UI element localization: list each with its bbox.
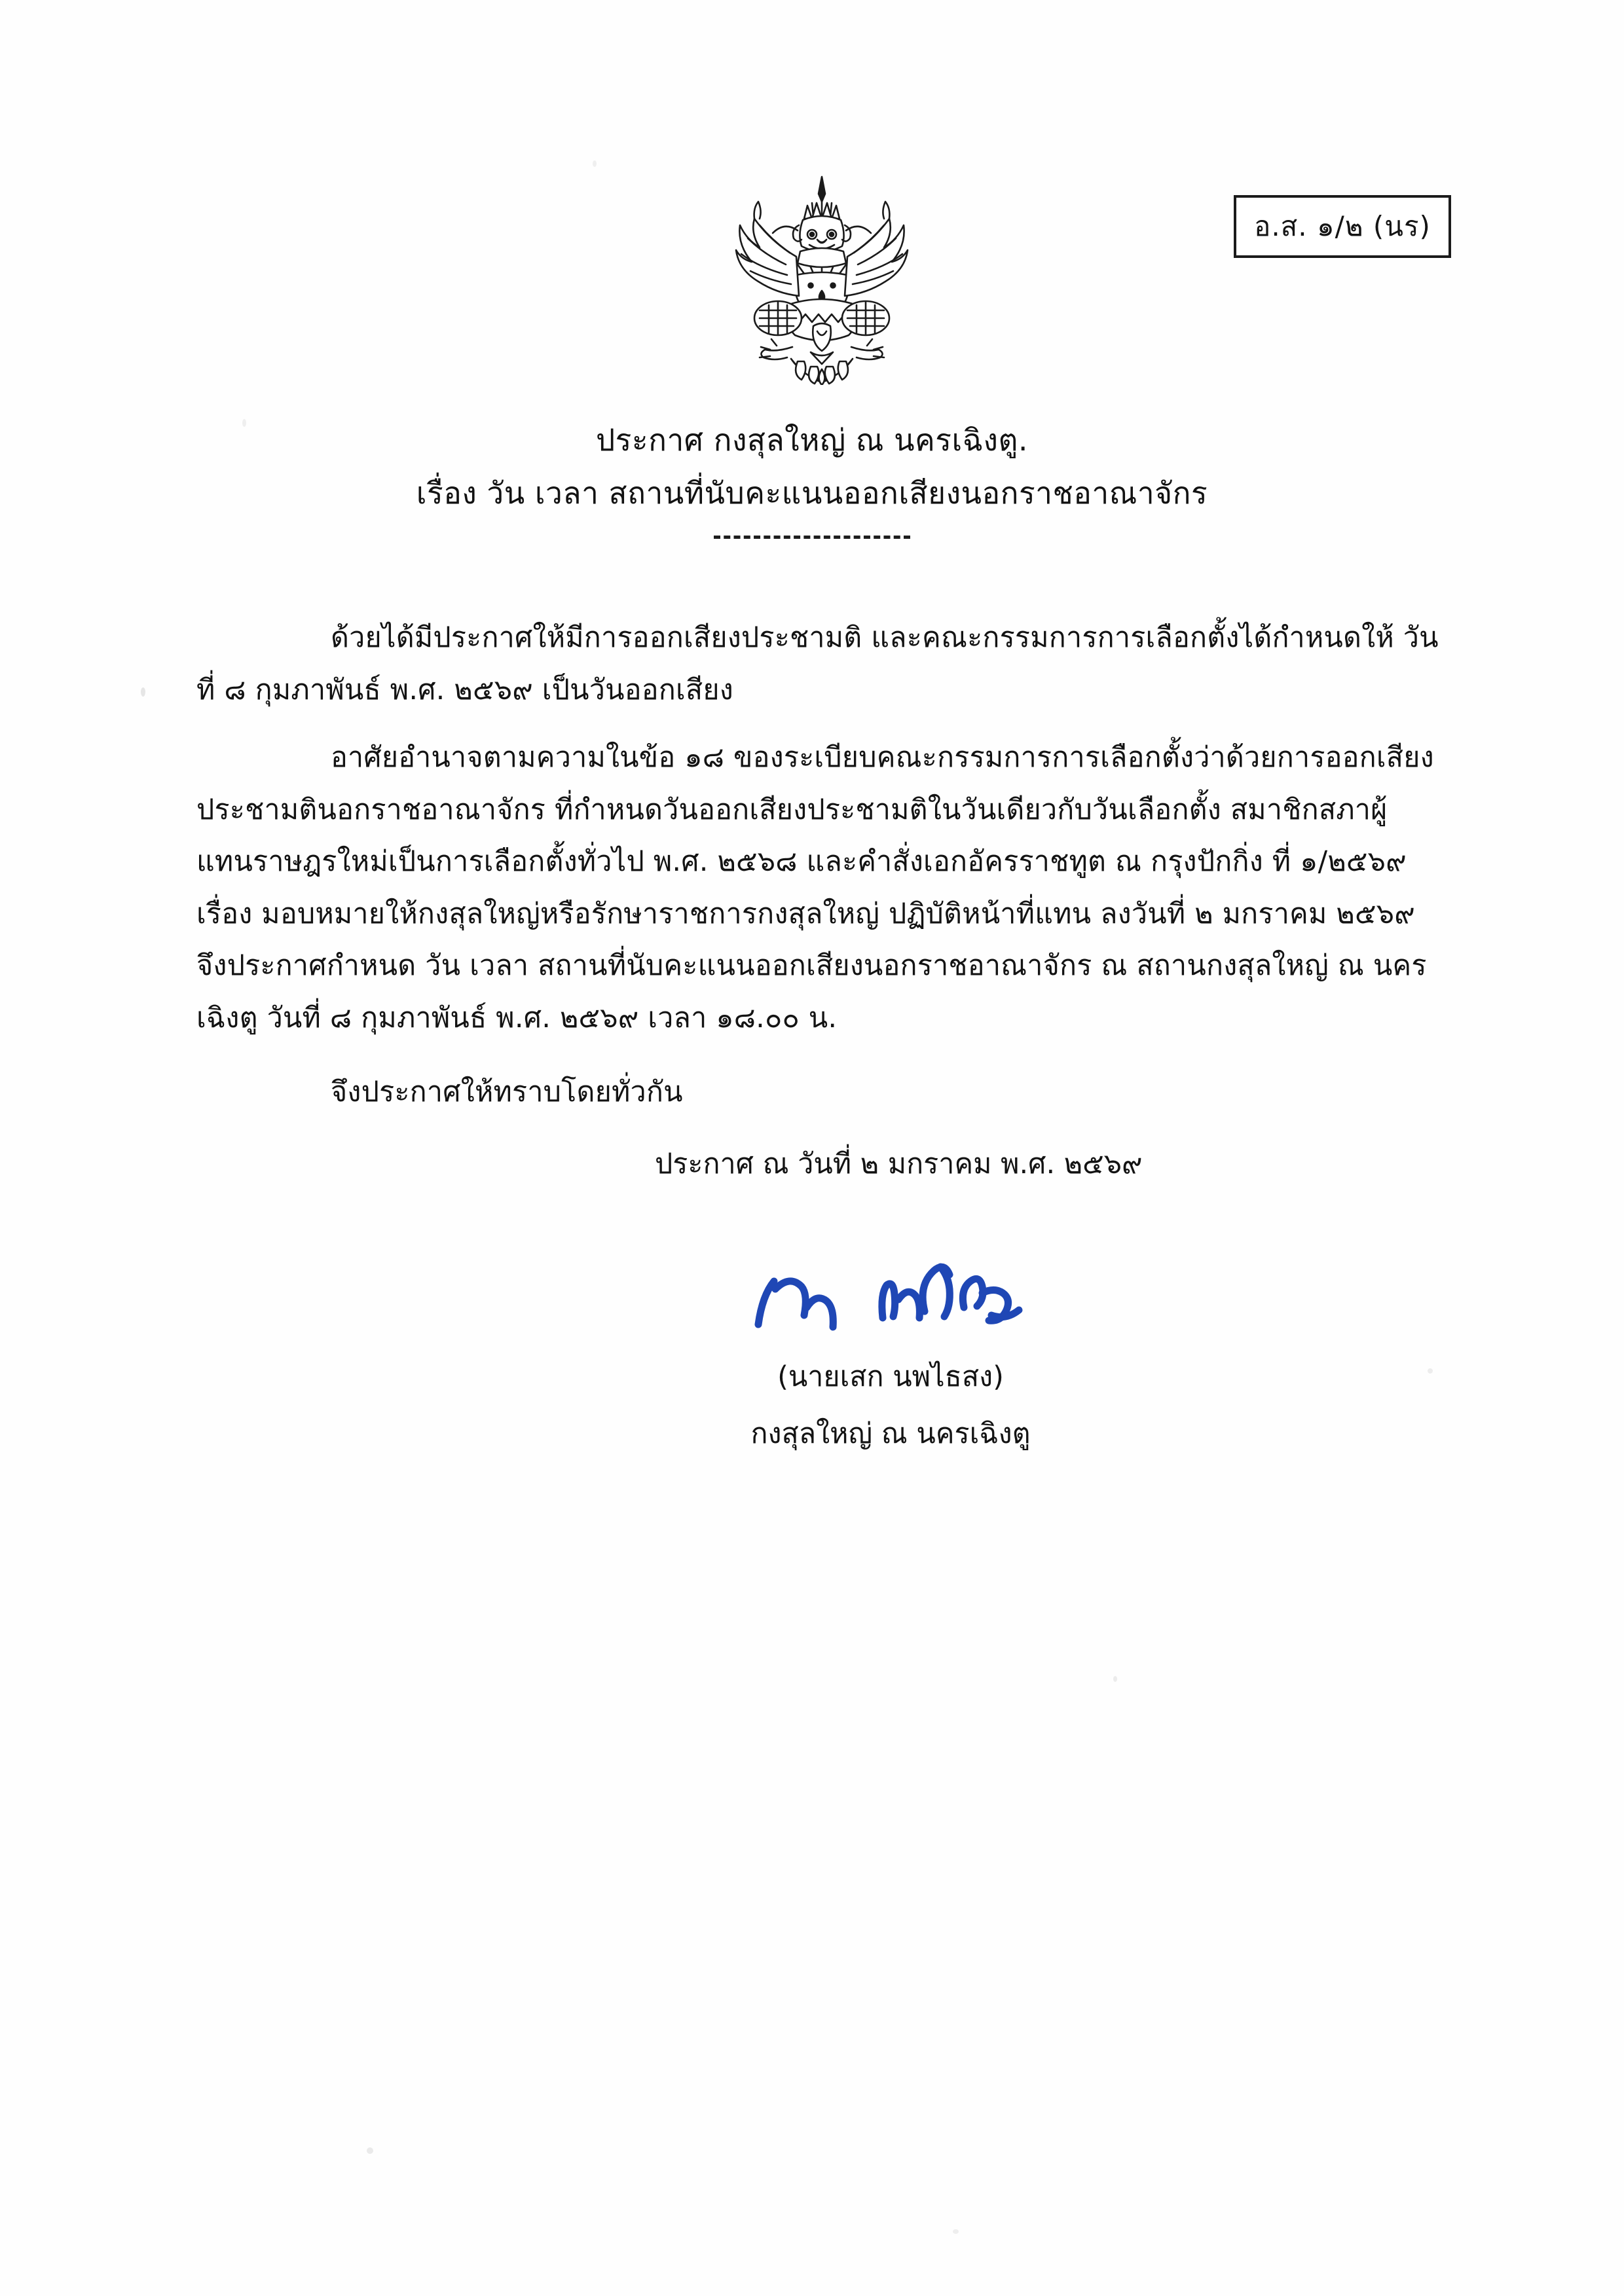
form-code-box — [1234, 195, 1451, 258]
paragraph-1-text: ด้วยได้มีประกาศให้มีการออกเสียงประชามติ และคณะกรรมการการเลือกตั้งได้กำหนดให้ วันที่ ๘ กุมภาพันธ์ พ.ศ. ๒๕๖๙ เป็นวันออกเสียง — [196, 621, 1439, 706]
scan-speckle — [1428, 1368, 1433, 1374]
paragraph-2 — [196, 732, 1441, 1044]
heading-block — [0, 418, 1624, 539]
garuda-emblem — [714, 162, 930, 385]
paragraph-1 — [196, 612, 1441, 716]
paragraph-3 — [196, 1066, 1441, 1119]
scan-speckle — [141, 687, 145, 697]
paragraph-spacer — [196, 716, 1441, 732]
scan-speckle — [953, 2229, 959, 2234]
scan-speckle — [1113, 1676, 1117, 1682]
paragraph-2-text: อาศัยอำนาจตามความในข้อ ๑๘ ของระเบียบคณะกรรมการการเลือกตั้งว่าด้วยการออกเสียงประชามตินอกราชอาณาจักร ที่กำหนดวันออกเสียงประชามติในวันเดียวกับวันเลือกตั้ง สมาชิกสภาผู้แทนราษฎรใหม่เป็นการเลือกตั้งทั่วไป พ.ศ. ๒๕๖๘ และคำสั่งเอกอัครราชทูต ณ กรุงปักกิ่ง ที่ ๑/๒๕๖๙ เรื่อง มอบหมายให้กงสุลใหญ่หรือรักษาราชการกงสุลใหญ่ ปฏิบัติหน้าที่แทน ลงวันที่ ๒ มกราคม ๒๕๖๙ จึงประกาศกำหนด วัน เวลา สถานที่นับคะแนนออกเสียงนอกราชอาณาจักร ณ สถานกงสุลใหญ่ ณ นครเฉิงตู วันที่ ๘ กุมภาพันธ์ พ.ศ. ๒๕๖๙ เวลา ๑๘.๐๐ น. — [196, 741, 1434, 1034]
scan-speckle — [367, 2147, 373, 2154]
signer-title: กงสุลใหญ่ ณ นครเฉิงตู — [750, 1417, 1031, 1451]
document-body — [196, 612, 1441, 1190]
form-code-text: อ.ส. ๑/๒ (นร) — [1254, 210, 1431, 242]
signature-block — [498, 1247, 1283, 1460]
announcement-subject: เรื่อง วัน เวลา สถานที่นับคะแนนออกเสียงนอกราชอาณาจักร — [416, 475, 1208, 511]
announcement-title: ประกาศ กงสุลใหญ่ ณ นครเฉิงตู. — [595, 422, 1029, 458]
signature-ink — [498, 1247, 1283, 1352]
paragraph-3-text: จึงประกาศให้ทราบโดยทั่วกัน — [331, 1076, 683, 1109]
announcement-date: ประกาศ ณ วันที่ ๒ มกราคม พ.ศ. ๒๕๖๙ — [655, 1147, 1143, 1180]
signer-name: (นายเสก นพไธสง) — [777, 1360, 1004, 1393]
scan-speckle — [593, 160, 597, 167]
divider-rule — [714, 536, 910, 539]
